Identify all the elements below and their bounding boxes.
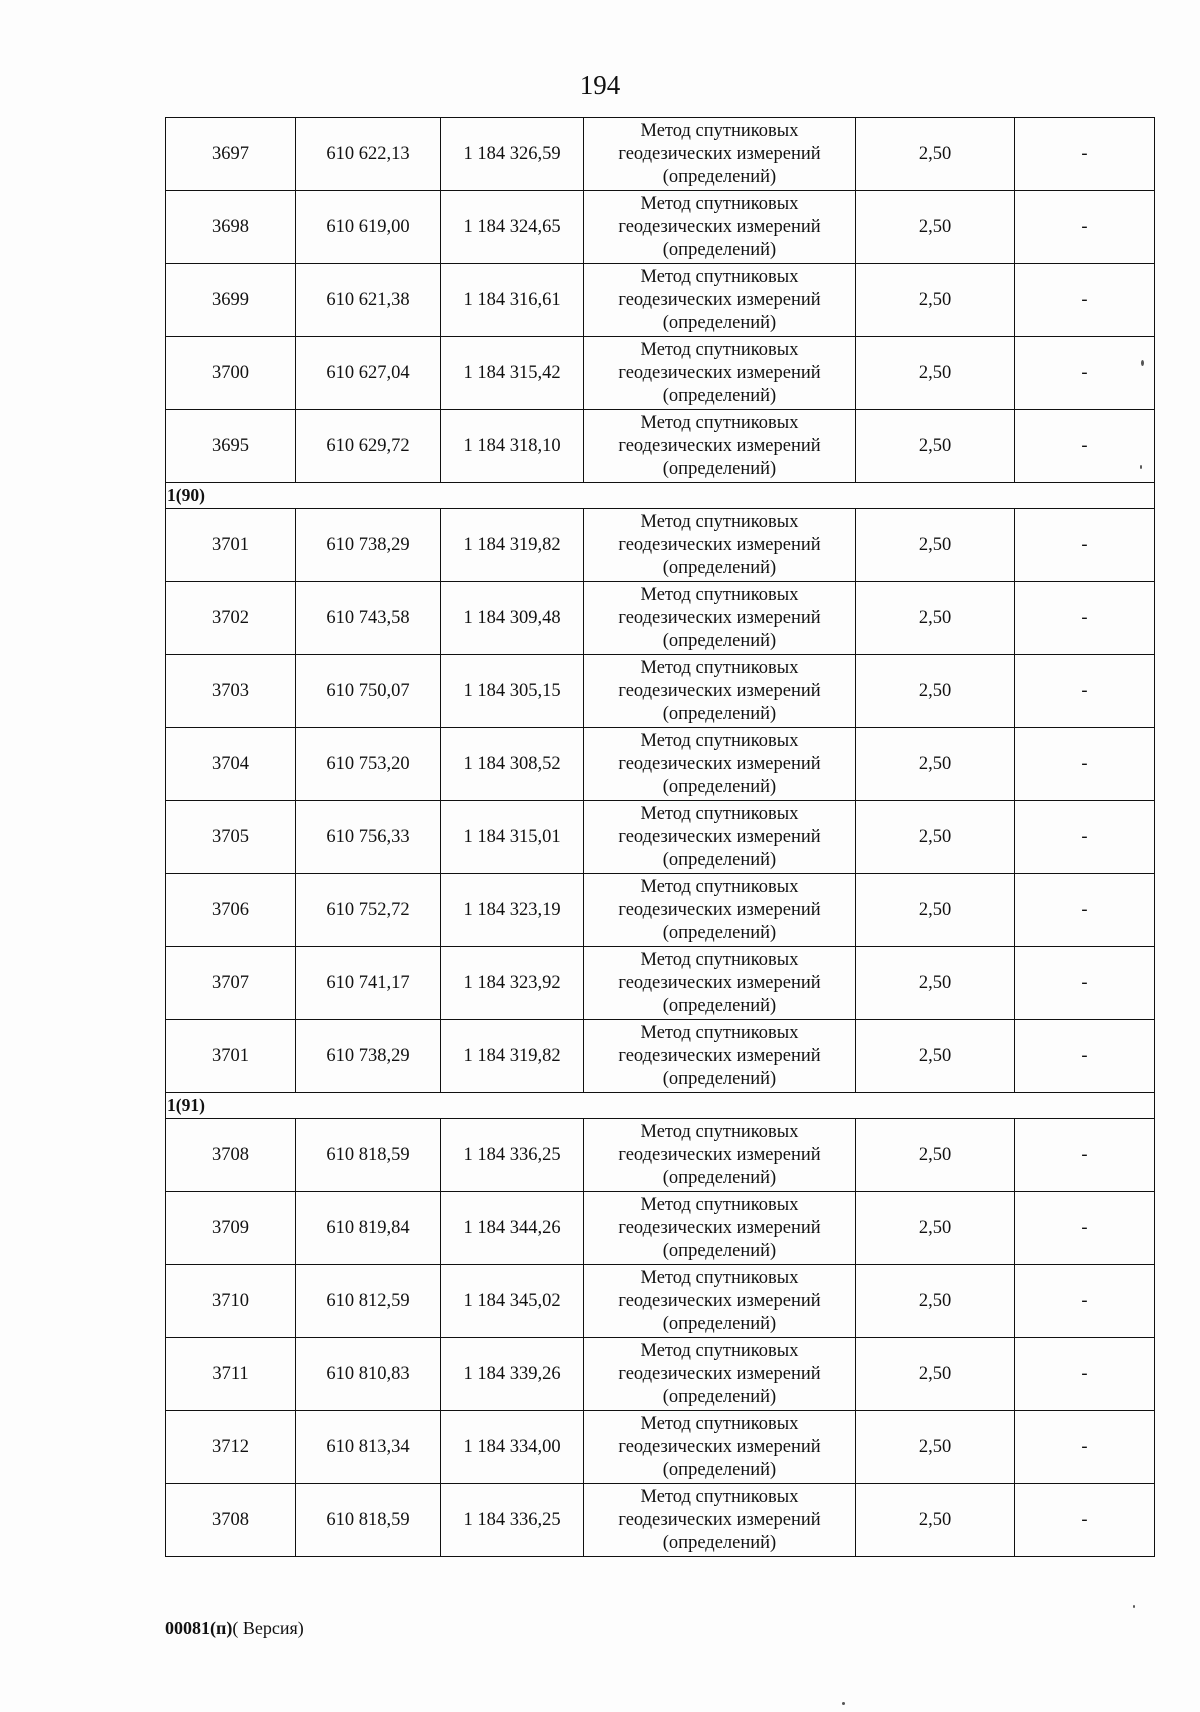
point-number-cell: 3703: [166, 655, 296, 728]
method-line: геодезических измерений: [618, 899, 821, 920]
accuracy-cell: 2,50: [856, 801, 1015, 874]
point-number-cell: 3701: [166, 1020, 296, 1093]
point-number-cell: 3698: [166, 191, 296, 264]
accuracy-cell: 2,50: [856, 1192, 1015, 1265]
method-line: геодезических измерений: [618, 216, 821, 237]
method-cell: [584, 582, 856, 655]
point-number-cell: 3697: [166, 118, 296, 191]
point-number-cell: 3700: [166, 337, 296, 410]
table-row: [166, 582, 1155, 655]
point-number-cell: 3706: [166, 874, 296, 947]
method-line: (определений): [662, 995, 777, 1016]
coordinates-table: [165, 117, 1155, 1557]
y-coordinate-cell: 1 184 344,26: [441, 1192, 584, 1265]
accuracy-cell: 2,50: [856, 191, 1015, 264]
method-line: геодезических измерений: [618, 1045, 821, 1066]
y-coordinate-cell: 1 184 323,92: [441, 947, 584, 1020]
table-row: [166, 1265, 1155, 1338]
y-coordinate-cell: 1 184 305,15: [441, 655, 584, 728]
method-line: (определений): [662, 557, 777, 578]
point-number-cell: 3712: [166, 1411, 296, 1484]
table-row: [166, 801, 1155, 874]
method-cell: [584, 410, 856, 483]
point-number-cell: 3708: [166, 1484, 296, 1557]
method-cell: [584, 874, 856, 947]
coordinates-table-body: [166, 118, 1155, 1557]
method-cell: [584, 118, 856, 191]
y-coordinate-cell: 1 184 308,52: [441, 728, 584, 801]
point-number-cell: 3707: [166, 947, 296, 1020]
method-line: геодезических измерений: [618, 753, 821, 774]
method-cell: [584, 1020, 856, 1093]
method-line: (определений): [662, 776, 777, 797]
note-cell: -: [1015, 947, 1155, 1020]
method-line: (определений): [662, 1386, 777, 1407]
x-coordinate-cell: 610 756,33: [296, 801, 441, 874]
table-row: [166, 1338, 1155, 1411]
footer-code: 00081(п): [165, 1618, 233, 1638]
method-line: геодезических измерений: [618, 289, 821, 310]
method-line: Метод спутниковых: [640, 803, 799, 824]
method-cell: [584, 655, 856, 728]
method-cell: [584, 264, 856, 337]
method-line: Метод спутниковых: [640, 412, 799, 433]
accuracy-cell: 2,50: [856, 1119, 1015, 1192]
accuracy-cell: 2,50: [856, 1411, 1015, 1484]
method-line: (определений): [662, 1240, 777, 1261]
x-coordinate-cell: 610 629,72: [296, 410, 441, 483]
method-line: Метод спутниковых: [640, 1121, 799, 1142]
method-line: (определений): [662, 385, 777, 406]
note-cell: -: [1015, 874, 1155, 947]
method-line: (определений): [662, 630, 777, 651]
method-line: Метод спутниковых: [640, 1413, 799, 1434]
method-line: Метод спутниковых: [640, 876, 799, 897]
table-row: [166, 410, 1155, 483]
method-line: геодезических измерений: [618, 362, 821, 383]
method-line: Метод спутниковых: [640, 1340, 799, 1361]
table-row: [166, 264, 1155, 337]
x-coordinate-cell: 610 743,58: [296, 582, 441, 655]
method-line: (определений): [662, 703, 777, 724]
note-cell: -: [1015, 509, 1155, 582]
table-row: [166, 509, 1155, 582]
group-label: 1(90): [166, 483, 1155, 509]
method-cell: [584, 801, 856, 874]
y-coordinate-cell: 1 184 316,61: [441, 264, 584, 337]
x-coordinate-cell: 610 627,04: [296, 337, 441, 410]
method-line: геодезических измерений: [618, 534, 821, 555]
method-cell: [584, 1265, 856, 1338]
group-header-row: [166, 1093, 1155, 1119]
method-line: геодезических измерений: [618, 1363, 821, 1384]
table-row: [166, 874, 1155, 947]
method-cell: [584, 1119, 856, 1192]
point-number-cell: 3710: [166, 1265, 296, 1338]
note-cell: -: [1015, 264, 1155, 337]
x-coordinate-cell: 610 812,59: [296, 1265, 441, 1338]
note-cell: -: [1015, 582, 1155, 655]
accuracy-cell: 2,50: [856, 1338, 1015, 1411]
y-coordinate-cell: 1 184 315,42: [441, 337, 584, 410]
x-coordinate-cell: 610 818,59: [296, 1484, 441, 1557]
note-cell: -: [1015, 1119, 1155, 1192]
note-cell: -: [1015, 118, 1155, 191]
note-cell: -: [1015, 191, 1155, 264]
y-coordinate-cell: 1 184 326,59: [441, 118, 584, 191]
x-coordinate-cell: 610 621,38: [296, 264, 441, 337]
x-coordinate-cell: 610 752,72: [296, 874, 441, 947]
note-cell: -: [1015, 1338, 1155, 1411]
accuracy-cell: 2,50: [856, 509, 1015, 582]
method-line: (определений): [662, 1313, 777, 1334]
x-coordinate-cell: 610 750,07: [296, 655, 441, 728]
note-cell: -: [1015, 337, 1155, 410]
accuracy-cell: 2,50: [856, 1484, 1015, 1557]
footer-version: ( Версия): [232, 1618, 304, 1638]
x-coordinate-cell: 610 741,17: [296, 947, 441, 1020]
note-cell: -: [1015, 1020, 1155, 1093]
method-line: геодезических измерений: [618, 607, 821, 628]
x-coordinate-cell: 610 818,59: [296, 1119, 441, 1192]
point-number-cell: 3708: [166, 1119, 296, 1192]
point-number-cell: 3701: [166, 509, 296, 582]
table-row: [166, 118, 1155, 191]
scan-speck: [1141, 360, 1144, 366]
y-coordinate-cell: 1 184 323,19: [441, 874, 584, 947]
method-line: Метод спутниковых: [640, 657, 799, 678]
method-line: Метод спутниковых: [640, 339, 799, 360]
scan-speck: [1140, 465, 1142, 469]
method-cell: [584, 191, 856, 264]
method-line: (определений): [662, 1167, 777, 1188]
y-coordinate-cell: 1 184 334,00: [441, 1411, 584, 1484]
accuracy-cell: 2,50: [856, 947, 1015, 1020]
method-line: (определений): [662, 1532, 777, 1553]
point-number-cell: 3704: [166, 728, 296, 801]
method-line: Метод спутниковых: [640, 730, 799, 751]
accuracy-cell: 2,50: [856, 118, 1015, 191]
y-coordinate-cell: 1 184 309,48: [441, 582, 584, 655]
table-row: [166, 1020, 1155, 1093]
method-line: (определений): [662, 458, 777, 479]
point-number-cell: 3695: [166, 410, 296, 483]
note-cell: -: [1015, 728, 1155, 801]
y-coordinate-cell: 1 184 324,65: [441, 191, 584, 264]
note-cell: -: [1015, 1411, 1155, 1484]
method-line: (определений): [662, 849, 777, 870]
y-coordinate-cell: 1 184 336,25: [441, 1484, 584, 1557]
note-cell: -: [1015, 1192, 1155, 1265]
point-number-cell: 3699: [166, 264, 296, 337]
accuracy-cell: 2,50: [856, 874, 1015, 947]
method-cell: [584, 1411, 856, 1484]
accuracy-cell: 2,50: [856, 337, 1015, 410]
note-cell: -: [1015, 1265, 1155, 1338]
x-coordinate-cell: 610 810,83: [296, 1338, 441, 1411]
x-coordinate-cell: 610 738,29: [296, 1020, 441, 1093]
method-line: геодезических измерений: [618, 1436, 821, 1457]
y-coordinate-cell: 1 184 315,01: [441, 801, 584, 874]
method-line: Метод спутниковых: [640, 266, 799, 287]
method-line: геодезических измерений: [618, 1290, 821, 1311]
page-number: 194: [579, 70, 621, 100]
table-row: [166, 191, 1155, 264]
table-row: [166, 1119, 1155, 1192]
method-line: Метод спутниковых: [640, 584, 799, 605]
method-cell: [584, 337, 856, 410]
y-coordinate-cell: 1 184 319,82: [441, 509, 584, 582]
method-line: (определений): [662, 1068, 777, 1089]
y-coordinate-cell: 1 184 345,02: [441, 1265, 584, 1338]
y-coordinate-cell: 1 184 339,26: [441, 1338, 584, 1411]
table-row: [166, 1192, 1155, 1265]
scan-speck: [842, 1702, 845, 1705]
method-line: геодезических измерений: [618, 143, 821, 164]
document-footer: [165, 1618, 304, 1639]
point-number-cell: 3702: [166, 582, 296, 655]
y-coordinate-cell: 1 184 318,10: [441, 410, 584, 483]
method-line: Метод спутниковых: [640, 1022, 799, 1043]
table-row: [166, 337, 1155, 410]
method-cell: [584, 728, 856, 801]
method-line: (определений): [662, 312, 777, 333]
method-line: (определений): [662, 239, 777, 260]
note-cell: -: [1015, 410, 1155, 483]
x-coordinate-cell: 610 738,29: [296, 509, 441, 582]
group-header-row: [166, 483, 1155, 509]
point-number-cell: 3709: [166, 1192, 296, 1265]
method-line: геодезических измерений: [618, 680, 821, 701]
accuracy-cell: 2,50: [856, 655, 1015, 728]
method-line: геодезических измерений: [618, 972, 821, 993]
accuracy-cell: 2,50: [856, 728, 1015, 801]
method-line: геодезических измерений: [618, 826, 821, 847]
x-coordinate-cell: 610 753,20: [296, 728, 441, 801]
method-line: (определений): [662, 1459, 777, 1480]
accuracy-cell: 2,50: [856, 1020, 1015, 1093]
table-row: [166, 1484, 1155, 1557]
note-cell: -: [1015, 1484, 1155, 1557]
y-coordinate-cell: 1 184 336,25: [441, 1119, 584, 1192]
method-cell: [584, 1192, 856, 1265]
x-coordinate-cell: 610 619,00: [296, 191, 441, 264]
method-line: (определений): [662, 166, 777, 187]
method-line: Метод спутниковых: [640, 1486, 799, 1507]
scan-speck: [1133, 1605, 1135, 1608]
x-coordinate-cell: 610 819,84: [296, 1192, 441, 1265]
method-line: геодезических измерений: [618, 435, 821, 456]
accuracy-cell: 2,50: [856, 582, 1015, 655]
accuracy-cell: 2,50: [856, 1265, 1015, 1338]
method-line: Метод спутниковых: [640, 193, 799, 214]
method-line: Метод спутниковых: [640, 1267, 799, 1288]
method-cell: [584, 1338, 856, 1411]
group-label: 1(91): [166, 1093, 1155, 1119]
note-cell: -: [1015, 801, 1155, 874]
y-coordinate-cell: 1 184 319,82: [441, 1020, 584, 1093]
table-row: [166, 947, 1155, 1020]
method-line: геодезических измерений: [618, 1144, 821, 1165]
point-number-cell: 3711: [166, 1338, 296, 1411]
method-line: Метод спутниковых: [640, 511, 799, 532]
method-line: Метод спутниковых: [640, 120, 799, 141]
method-line: геодезических измерений: [618, 1217, 821, 1238]
table-row: [166, 655, 1155, 728]
method-cell: [584, 947, 856, 1020]
method-line: геодезических измерений: [618, 1509, 821, 1530]
x-coordinate-cell: 610 622,13: [296, 118, 441, 191]
table-row: [166, 728, 1155, 801]
method-cell: [584, 509, 856, 582]
table-row: [166, 1411, 1155, 1484]
note-cell: -: [1015, 655, 1155, 728]
method-line: Метод спутниковых: [640, 1194, 799, 1215]
method-line: (определений): [662, 922, 777, 943]
accuracy-cell: 2,50: [856, 264, 1015, 337]
x-coordinate-cell: 610 813,34: [296, 1411, 441, 1484]
method-cell: [584, 1484, 856, 1557]
accuracy-cell: 2,50: [856, 410, 1015, 483]
method-line: Метод спутниковых: [640, 949, 799, 970]
point-number-cell: 3705: [166, 801, 296, 874]
